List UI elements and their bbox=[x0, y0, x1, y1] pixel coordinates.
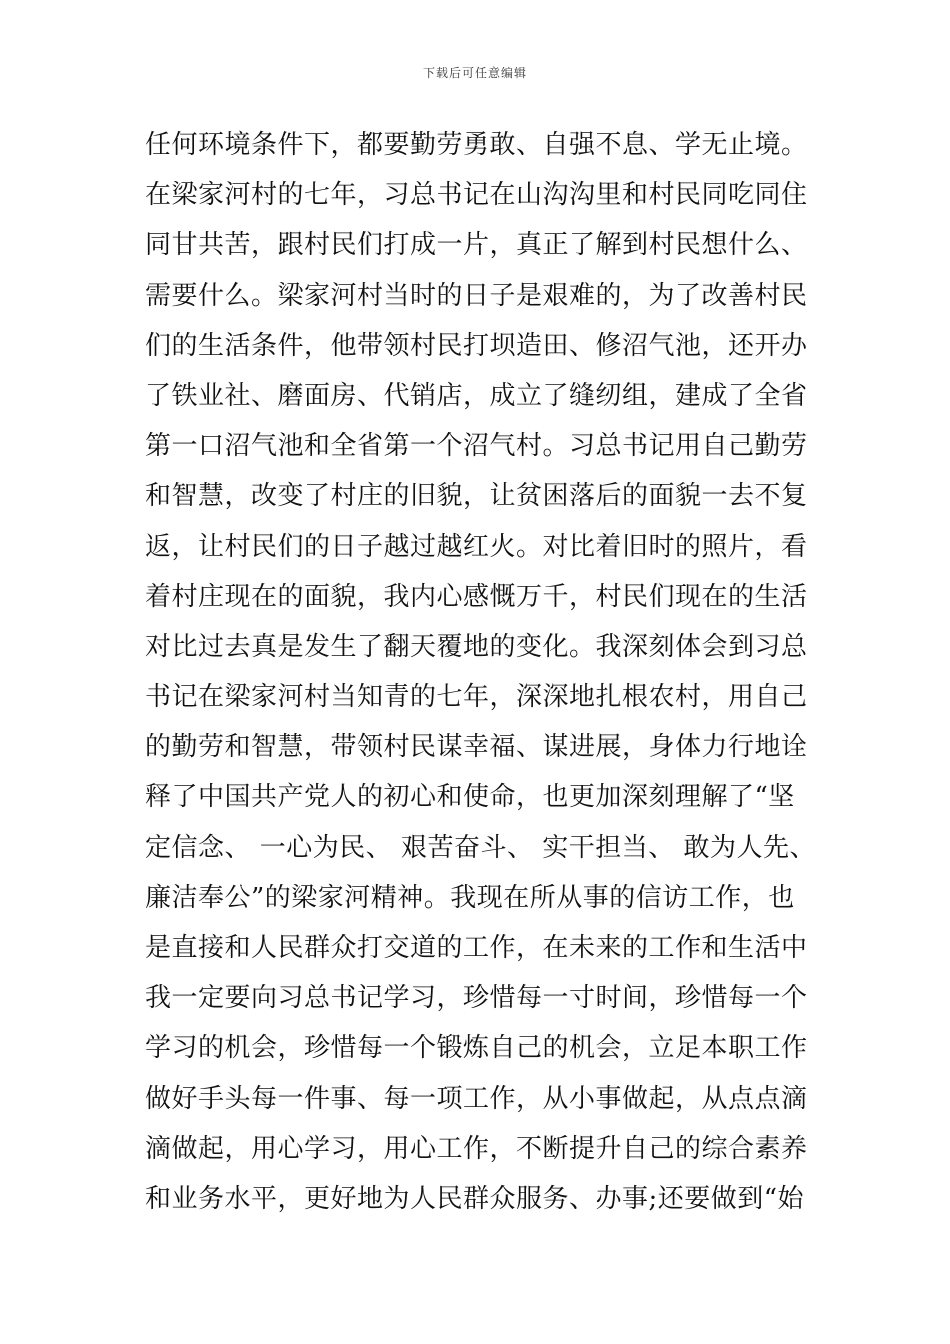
text-line: 了铁业社、磨面房、代销店，成立了缝纫组，建成了全省 bbox=[145, 380, 808, 411]
text-line: 们的生活条件，他带领村民打坝造田、修沼气池，还开办 bbox=[145, 330, 808, 361]
text-line: 书记在梁家河村当知青的七年，深深地扎根农村，用自己 bbox=[145, 682, 808, 713]
text-line: 做好手头每一件事、每一项工作，从小事做起，从点点滴 bbox=[145, 1083, 808, 1114]
text-line: 第一口沼气池和全省第一个沼气村。习总书记用自己勤劳 bbox=[145, 431, 808, 462]
page-header: 下载后可任意编辑 bbox=[422, 66, 527, 80]
text-line: 在梁家河村的七年，习总书记在山沟沟里和村民同吃同住 bbox=[145, 180, 808, 211]
text-line: 释了中国共产党人的初心和使命，也更加深刻理解了“坚 bbox=[145, 782, 795, 813]
text-line: 返，让村民们的日子越过越红火。对比着旧时的照片，看 bbox=[145, 531, 808, 562]
body-text bbox=[145, 120, 825, 1224]
text-line: 廉洁奉公”的梁家河精神。我现在所从事的信访工作，也 bbox=[145, 882, 795, 913]
text-line: 我一定要向习总书记学习，珍惜每一寸时间，珍惜每一个 bbox=[145, 983, 808, 1014]
text-line: 定信念、 一心为民、 艰苦奋斗、 实干担当、 敢为人先、 bbox=[145, 832, 817, 863]
text-line: 对比过去真是发生了翻天覆地的变化。我深刻体会到习总 bbox=[145, 631, 808, 662]
text-line: 着村庄现在的面貌，我内心感慨万千，村民们现在的生活 bbox=[145, 581, 808, 612]
text-line: 学习的机会，珍惜每一个锻炼自己的机会，立足本职工作 bbox=[145, 1033, 808, 1064]
text-line: 和智慧，改变了村庄的旧貌，让贫困落后的面貌一去不复 bbox=[145, 481, 808, 512]
text-line: 需要什么。梁家河村当时的日子是艰难的，为了改善村民 bbox=[145, 280, 808, 311]
text-line: 同甘共苦，跟村民们打成一片，真正了解到村民想什么、 bbox=[145, 230, 808, 261]
text-line: 和业务水平，更好地为人民群众服务、办事;还要做到“始 bbox=[145, 1183, 805, 1214]
text-line: 的勤劳和智慧，带领村民谋幸福、谋进展，身体力行地诠 bbox=[145, 732, 808, 763]
text-line: 任何环境条件下，都要勤劳勇敢、自强不息、学无止境。 bbox=[145, 130, 808, 160]
text-line: 是直接和人民群众打交道的工作，在未来的工作和生活中 bbox=[145, 933, 808, 963]
text-line: 滴做起，用心学习，用心工作，不断提升自己的综合素养 bbox=[145, 1133, 808, 1164]
